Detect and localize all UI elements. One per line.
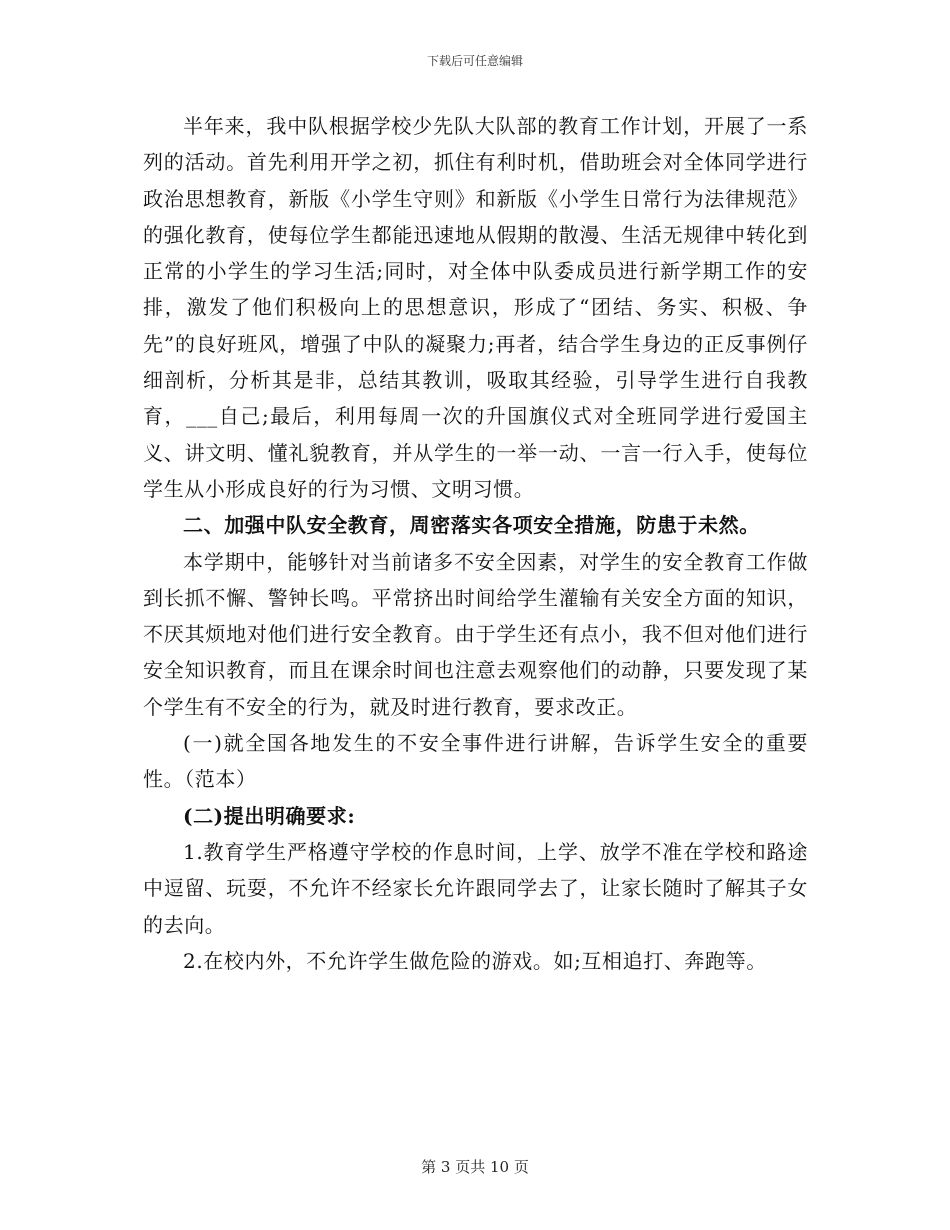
subheading-clear-requirements: (二)提出明确要求:: [183, 803, 356, 828]
paragraph-half-year-activities: 半年来，我中队根据学校少先队大队部的教育工作计划，开展了一系列的活动。首先利用开学之初，抓住有利时机，借助班会对全体同学进行政治思想教育，新版《小学生守则》和新版《小学生日常行为法律规范》的强化教育，使每位学生都能迅速地从假期的散漫、生活无规律中转化到正常的小学生的学习生活;同时，对全体中队委成员进行新学期工作的安排，激发了他们积极向上的思想意识，形成了“团结、务实、积极、争先”的良好班风，增强了中队的凝聚力;再者，结合学生身边的正反事例仔细剖析，分析其是非，总结其教训，吸取其经验，引导学生进行自我教育，___自己;最后，利用每周一次的升国旗仪式对全班同学进行爱国主义、讲文明、懂礼貌教育，并从学生的一举一动、一言一行入手，使每位学生从小形成良好的行为习惯、文明习惯。: [143, 114, 808, 501]
section-heading-safety-education: 二、加强中队安全教育，周密落实各项安全措施，防患于未然。: [183, 513, 760, 538]
paragraph-safety-education: 本学期中，能够针对当前诸多不安全因素，对学生的安全教育工作做到长抓不懈、警钟长鸣。平常挤出时间给学生灌输有关安全方面的知识，不厌其烦地对他们进行安全教育。由于学生还有点小，我不但对他们进行安全知识教育，而且在课余时间也注意去观察他们的动静，只要发现了某个学生有不安全的行为，就及时进行教育，要求改正。: [143, 549, 808, 719]
page-header: 下载后可任意编辑: [426, 54, 523, 68]
list-item-requirement-1: 1.教育学生严格遵守学校的作息时间，上学、放学不准在学校和路途中逗留、玩耍，不允许不经家长允许跟同学去了，让家长随时了解其子女的去向。: [143, 839, 808, 937]
document-body: [143, 108, 808, 979]
page-number-footer: 第 3 页共 10 页: [421, 1158, 529, 1176]
list-item-explain-safety-events: (一)就全国各地发生的不安全事件进行讲解，告诉学生安全的重要性。（范本）: [143, 731, 808, 792]
list-item-requirement-2: 2.在校内外，不允许学生做危险的游戏。如;互相追打、奔跑等。: [183, 948, 767, 973]
